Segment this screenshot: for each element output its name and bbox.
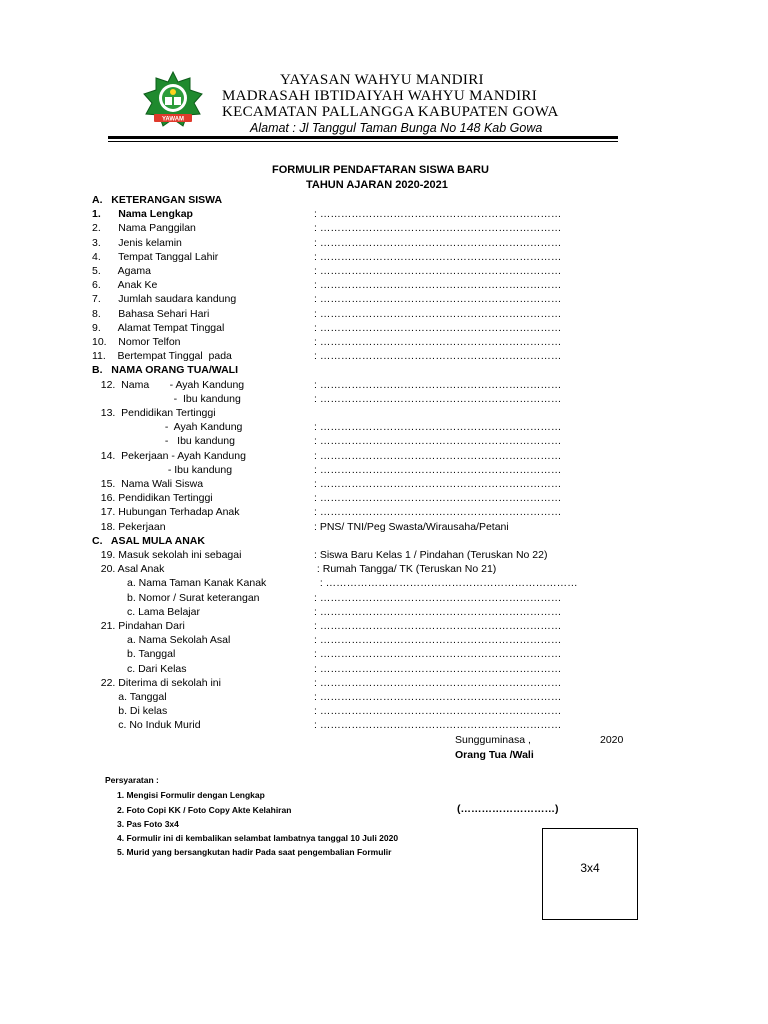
field-label: - Ibu kandung	[92, 435, 235, 448]
field-value-line[interactable]: : Rumah Tangga/ TK (Teruskan No 21)	[314, 563, 497, 576]
field-label: 16. Pendidikan Tertinggi	[92, 492, 213, 505]
requirement-item: 2. Foto Copi KK / Foto Copy Akte Kelahiran	[117, 805, 292, 815]
field-label: 1. Nama Lengkap	[92, 208, 193, 221]
field-label: 12. Nama - Ayah Kandung	[92, 378, 245, 391]
field-value-line[interactable]: : ……………………………………………………………	[314, 705, 562, 718]
field-label: 3. Jenis kelamin	[92, 236, 182, 249]
photo-box	[542, 828, 638, 920]
field-label: c. Lama Belajar	[92, 605, 200, 618]
requirement-item: 1. Mengisi Formulir dengan Lengkap	[117, 790, 265, 800]
logo-text: YAWAM	[161, 116, 185, 123]
field-value-line[interactable]: : ……………………………………………………………	[314, 350, 562, 363]
field-label: a. Tanggal	[92, 691, 167, 703]
signature-year: 2020	[600, 734, 624, 746]
form-title: FORMULIR PENDAFTARAN SISWA BARU	[272, 164, 489, 176]
field-value-line[interactable]: : ……………………………………………………………	[314, 691, 562, 703]
signature-role: Orang Tua /Wali	[455, 749, 534, 761]
field-label: c. No Induk Murid	[92, 719, 201, 732]
field-label: 15. Nama Wali Siswa	[92, 478, 204, 490]
field-label: 20. Asal Anak	[92, 563, 165, 576]
field-value-line[interactable]: : ……………………………………………………………	[314, 336, 562, 348]
field-value-line[interactable]: : ……………………………………………………………	[314, 222, 562, 235]
requirement-item: 4. Formulir ini di kembalikan selambat lambatnya tanggal 10 Juli 2020	[117, 833, 399, 843]
field-label: 10. Nomor Telfon	[92, 336, 181, 348]
requirement-item: 5. Murid yang bersangkutan hadir Pada saat pengembalian Formulir	[117, 847, 392, 857]
field-value-line[interactable]: : ……………………………………………………………	[314, 478, 562, 490]
field-label: c. Dari Kelas	[92, 662, 187, 675]
field-label: C. ASAL MULA ANAK	[92, 534, 205, 547]
field-label: b. Tanggal	[92, 648, 176, 661]
field-label: A. KETERANGAN SISWA	[92, 194, 223, 206]
field-label: 21. Pindahan Dari	[92, 620, 185, 632]
form-year: TAHUN AJARAN 2020-2021	[306, 179, 448, 191]
field-label: 17. Hubungan Terhadap Anak	[92, 506, 240, 519]
field-label: 19. Masuk sekolah ini sebagai	[92, 549, 242, 561]
requirements-heading: Persyaratan :	[105, 775, 159, 785]
field-value-line[interactable]: : ……………………………………………………………	[314, 463, 562, 476]
field-value-line[interactable]: : PNS/ TNI/Peg Swasta/Wirausaha/Petani	[314, 520, 509, 533]
field-value-line[interactable]: : ……………………………………………………………	[314, 506, 562, 519]
field-value-line[interactable]: : ……………………………………………………………	[314, 648, 562, 661]
field-value-line[interactable]: : ……………………………………………………………	[314, 662, 562, 675]
field-label: a. Nama Sekolah Asal	[92, 634, 231, 647]
field-label: 8. Bahasa Sehari Hari	[92, 307, 210, 320]
field-label: 7. Jumlah saudara kandung	[92, 293, 237, 306]
field-value-line[interactable]: : ……………………………………………………………	[314, 605, 562, 618]
field-label: b. Di kelas	[92, 705, 168, 718]
field-label: b. Nomor / Surat keterangan	[92, 591, 260, 604]
field-value-line[interactable]: : ……………………………………………………………	[314, 265, 562, 277]
field-value-line[interactable]: : ……………………………………………………………	[314, 321, 562, 334]
photo-size-label: 3x4	[580, 861, 600, 875]
field-label: a. Nama Taman Kanak Kanak	[92, 577, 267, 590]
field-value-line[interactable]: : ……………………………………………………………	[314, 620, 562, 632]
field-value-line[interactable]: : ……………………………………………………………	[314, 392, 562, 405]
field-value-line[interactable]: : ……………………………………………………………	[314, 435, 562, 448]
field-value-line[interactable]: : ……………………………………………………………	[314, 279, 562, 292]
field-value-line[interactable]: : ……………………………………………………………	[314, 634, 562, 647]
field-label: 22. Diterima di sekolah ini	[92, 676, 221, 689]
field-label: 4. Tempat Tanggal Lahir	[92, 250, 219, 263]
field-value-line[interactable]: : ……………………………………………………………	[314, 236, 562, 249]
field-value-line[interactable]: : ……………………………………………………………	[314, 591, 562, 604]
field-label: 2. Nama Panggilan	[92, 222, 196, 235]
field-value-line[interactable]: : ……………………………………………………………	[314, 676, 562, 689]
field-label: - Ibu kandung	[92, 463, 233, 476]
field-label: 9. Alamat Tempat Tinggal	[92, 321, 225, 334]
field-label: 14. Pekerjaan - Ayah Kandung	[92, 449, 246, 462]
field-label: 5. Agama	[92, 265, 151, 277]
field-label: 11. Bertempat Tinggal pada	[92, 350, 232, 363]
field-label: - Ibu kandung	[92, 392, 241, 405]
field-value-line[interactable]: : ……………………………………………………………	[314, 208, 562, 221]
header-rule-thick	[108, 136, 618, 139]
field-value-line[interactable]: : ……………………………………………………………	[314, 250, 562, 263]
field-label: B. NAMA ORANG TUA/WALI	[92, 364, 239, 377]
district-name: KECAMATAN PALLANGGA KABUPATEN GOWA	[222, 104, 559, 120]
school-address: Alamat : Jl Tanggul Taman Bunga No 148 Kab Gowa	[250, 121, 543, 135]
field-value-line[interactable]: : ……………………………………………………………	[314, 378, 562, 391]
field-value-line[interactable]: : ……………………………………………………………	[314, 492, 562, 505]
field-value-line[interactable]: : ………………………………………………………………	[314, 577, 578, 590]
signature-name-blank: (………………………)	[457, 803, 559, 815]
field-value-line[interactable]: : Siswa Baru Kelas 1 / Pindahan (Teruskan No 22)	[314, 549, 548, 561]
yawam-logo	[140, 70, 206, 130]
field-value-line[interactable]: : ……………………………………………………………	[314, 719, 562, 732]
field-label: 13. Pendidikan Tertinggi	[92, 407, 216, 419]
header-rule-thin	[108, 141, 618, 142]
field-label: - Ayah Kandung	[92, 421, 243, 434]
requirement-item: 3. Pas Foto 3x4	[117, 819, 179, 829]
signature-place: Sungguminasa ,	[455, 734, 531, 746]
field-value-line[interactable]: : ……………………………………………………………	[314, 421, 562, 434]
school-name: MADRASAH IBTIDAIYAH WAHYU MANDIRI	[222, 88, 538, 104]
field-value-line[interactable]: : ……………………………………………………………	[314, 449, 562, 462]
field-label: 6. Anak Ke	[92, 279, 158, 292]
field-label: 18. Pekerjaan	[92, 520, 166, 533]
field-value-line[interactable]: : ……………………………………………………………	[314, 293, 562, 306]
foundation-name: YAYASAN WAHYU MANDIRI	[280, 72, 484, 88]
field-value-line[interactable]: : ……………………………………………………………	[314, 307, 562, 320]
